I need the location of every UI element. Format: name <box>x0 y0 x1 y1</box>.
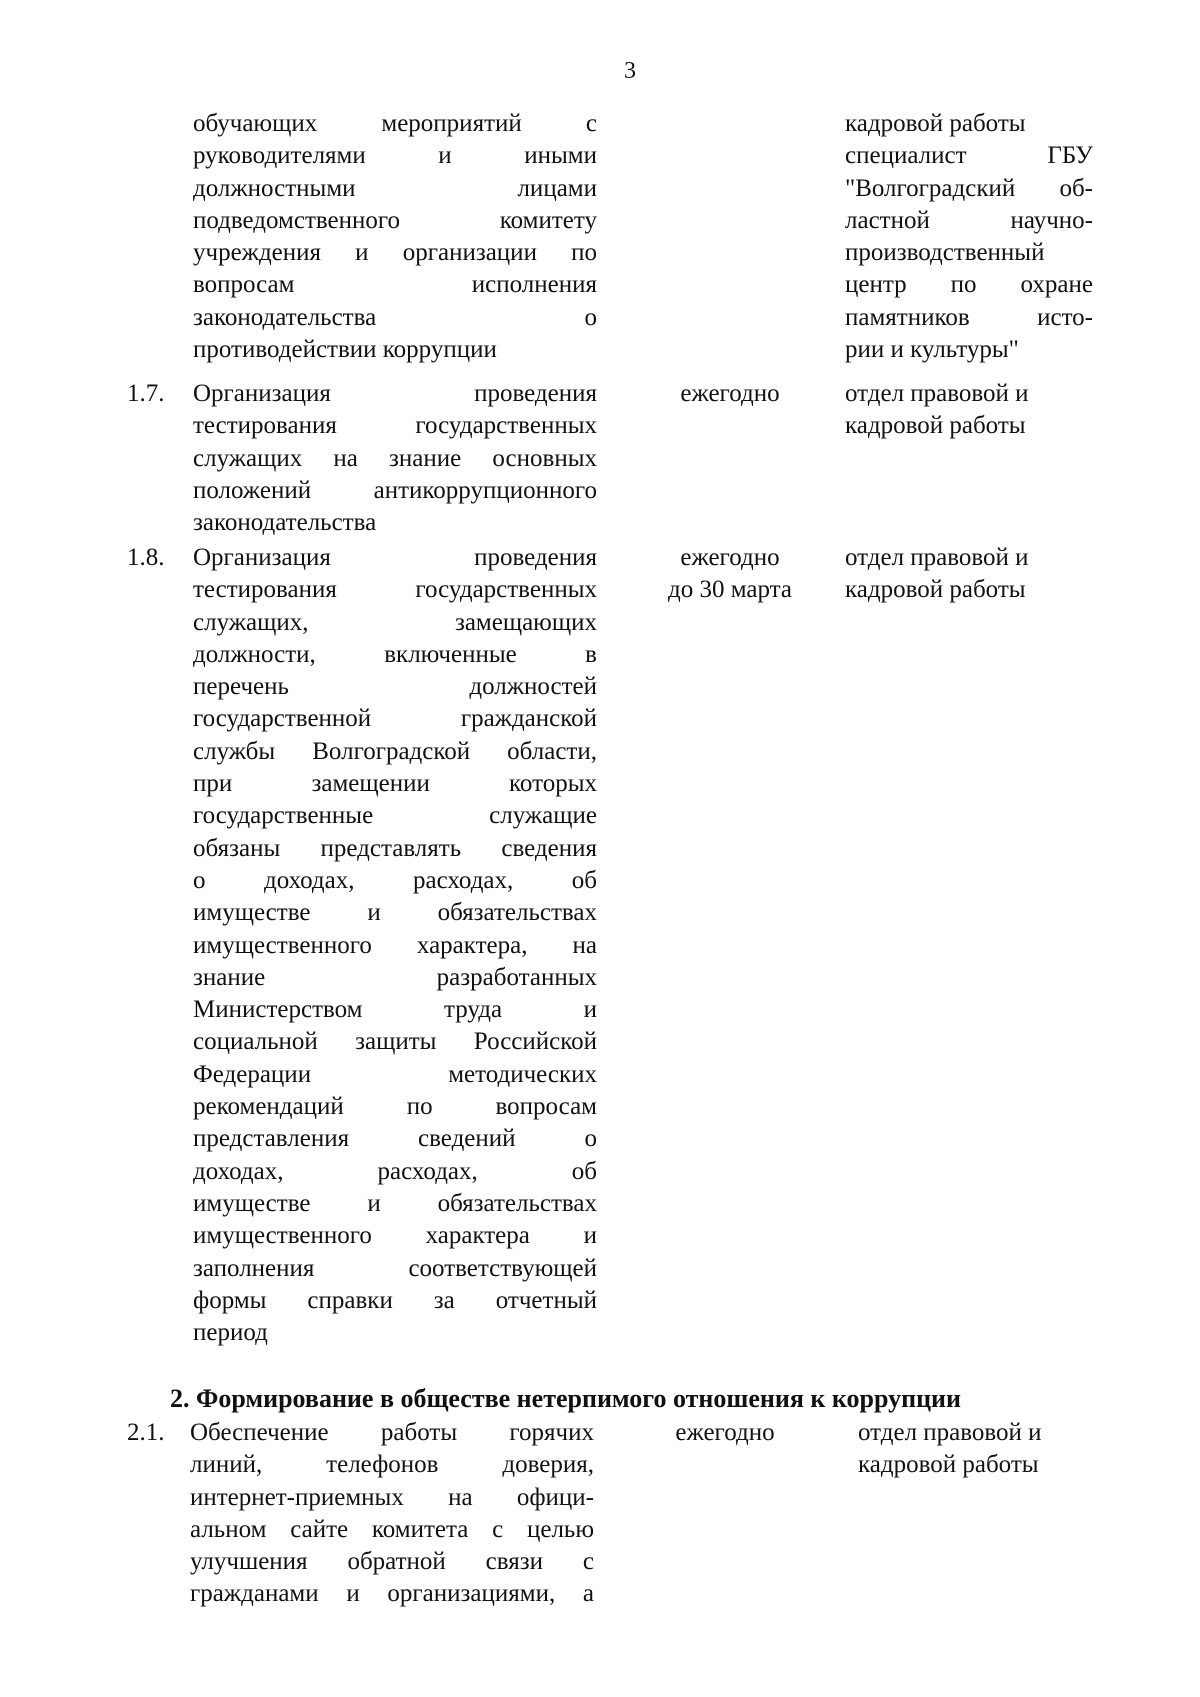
text-line: служащих, замещающих <box>193 608 597 636</box>
responsible-party <box>845 542 1093 607</box>
page-number: 3 <box>624 58 636 84</box>
text-line: альном сайте комитета с целью <box>190 1515 594 1543</box>
measure-description <box>193 542 597 1349</box>
text-line: кадровой работы <box>845 576 1026 604</box>
item-number: 1.8. <box>127 544 165 571</box>
text-line: при замещении которых <box>193 770 597 798</box>
deadline <box>630 1417 820 1449</box>
text-line: ластной научно- <box>845 206 1093 234</box>
text-line: противодействии коррупции <box>193 336 497 364</box>
text-line: линий, телефонов доверия, <box>190 1451 594 1479</box>
text-line: специалист ГБУ <box>845 142 1093 170</box>
deadline <box>635 542 825 607</box>
text-line: тестирования государственных <box>193 576 597 604</box>
text-line: заполнения соответствующей <box>193 1254 597 1282</box>
text-line: центр по охране <box>845 271 1093 299</box>
text-line: кадровой работы <box>845 110 1026 137</box>
text-line: руководителями и иными <box>193 142 597 170</box>
text-line: рекомендаций по вопросам <box>193 1093 597 1121</box>
text-line: службы Волгоградской области, <box>193 737 597 765</box>
text-line: Федерации методических <box>193 1060 597 1088</box>
text-line: Обеспечение работы горячих <box>190 1419 594 1446</box>
text-line: государственные служащие <box>193 802 597 830</box>
text-line: Организация проведения <box>193 380 597 407</box>
text-line: имущественного характера и <box>193 1222 597 1250</box>
text-line: имущественного характера, на <box>193 931 597 959</box>
text-line: обязаны представлять сведения <box>193 834 597 862</box>
text-line: представления сведений о <box>193 1125 597 1153</box>
responsible-party <box>858 1417 1106 1482</box>
item-number: 1.7. <box>127 380 165 407</box>
measure-description <box>193 378 597 539</box>
text-line: законодательства <box>193 509 377 537</box>
text-line: социальной защиты Российской <box>193 1028 597 1056</box>
text-line: ежегодно <box>680 544 780 571</box>
deadline <box>635 378 825 410</box>
text-line: кадровой работы <box>845 412 1026 440</box>
section-heading: 2. Формирование в обществе нетерпимого отношения к коррупции <box>170 1384 962 1413</box>
text-line: ежегодно <box>675 1419 775 1446</box>
text-line: имуществе и обязательствах <box>193 899 597 927</box>
text-line: отдел правовой и <box>845 380 1029 407</box>
text-line: государственной гражданской <box>193 705 597 733</box>
text-line: кадровой работы <box>858 1451 1039 1479</box>
text-line: Организация проведения <box>193 544 597 571</box>
text-line: знание разработанных <box>193 963 597 991</box>
text-line: доходах, расходах, об <box>193 1157 597 1185</box>
text-line: рии и культуры" <box>845 336 1019 364</box>
text-line: вопросам исполнения <box>193 271 597 299</box>
responsible-party <box>845 108 1093 366</box>
text-line: интернет-приемных на офици- <box>190 1483 594 1511</box>
text-line: положений антикоррупционного <box>193 476 597 504</box>
measure-description <box>193 108 597 366</box>
text-line: до 30 марта <box>668 576 792 604</box>
text-line: "Волгоградский об- <box>845 174 1093 202</box>
text-line: тестирования государственных <box>193 412 597 440</box>
text-line: Министерством труда и <box>193 996 597 1024</box>
text-line: отдел правовой и <box>858 1419 1042 1446</box>
text-line: период <box>193 1319 268 1347</box>
text-line: ежегодно <box>680 380 780 407</box>
item-number: 2.1. <box>127 1419 165 1446</box>
text-line: подведомственного комитету <box>193 206 597 234</box>
text-line: законодательства о <box>193 303 597 331</box>
text-line: имуществе и обязательствах <box>193 1189 597 1217</box>
text-line: о доходах, расходах, об <box>193 866 597 894</box>
text-line: памятников исто- <box>845 303 1093 331</box>
text-line: формы справки за отчетный <box>193 1286 597 1314</box>
text-line: обучающих мероприятий с <box>193 110 597 137</box>
text-line: служащих на знание основных <box>193 444 597 472</box>
text-line: производственный <box>845 239 1045 267</box>
text-line: перечень должностей <box>193 673 597 701</box>
text-line: отдел правовой и <box>845 544 1029 571</box>
text-line: должностными лицами <box>193 174 597 202</box>
responsible-party <box>845 378 1093 443</box>
measure-description <box>190 1417 594 1611</box>
text-line: должности, включенные в <box>193 640 597 668</box>
text-line: улучшения обратной связи с <box>190 1548 594 1576</box>
text-line: гражданами и организациями, а <box>190 1580 594 1608</box>
text-line: учреждения и организации по <box>193 239 597 267</box>
